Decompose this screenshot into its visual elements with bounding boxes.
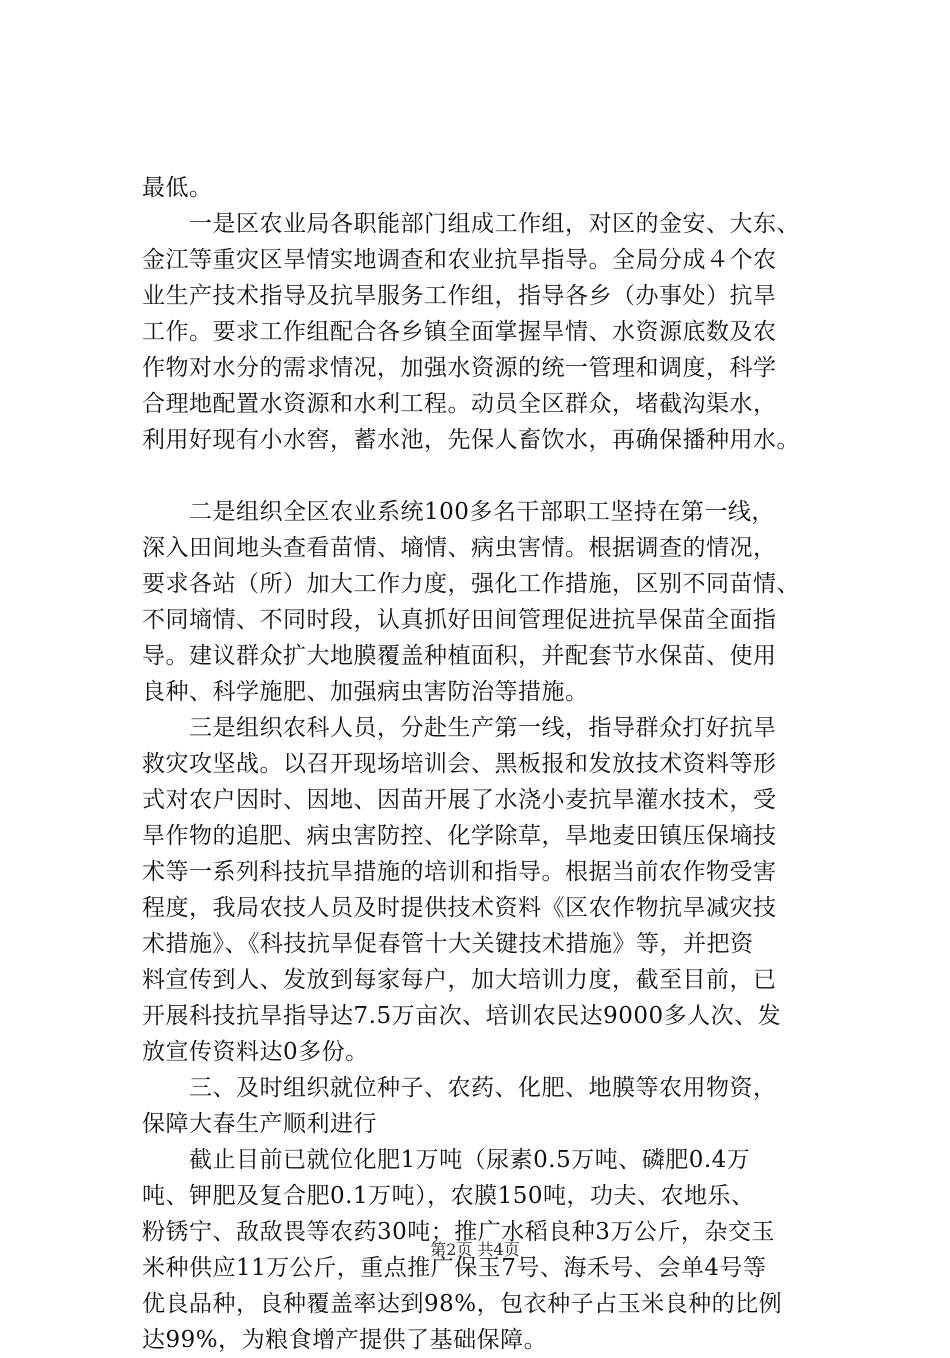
text-line: 粉锈宁、敌敌畏等农药30吨；推广水稻良种3万公斤，杂交玉 — [142, 1219, 775, 1245]
section-heading-line: 保障大春生产顺利进行 — [142, 1111, 377, 1137]
text-line: 术等一系列科技抗旱措施的培训和指导。根据当前农作物受害 — [142, 859, 777, 885]
text-line: 料宣传到人、发放到每家每户，加大培训力度，截至目前，已 — [142, 967, 777, 993]
text-line: 导。建议群众扩大地膜覆盖种植面积，并配套节水保苗、使用 — [142, 643, 777, 669]
paragraph-start-line: 二是组织全区农业系统100多名干部职工坚持在第一线， — [189, 499, 775, 525]
text-line: 最低。 — [142, 175, 213, 201]
text-line: 良种、科学施肥、加强病虫害防治等措施。 — [142, 679, 589, 705]
text-line: 作物对水分的需求情况，加强水资源的统一管理和调度，科学 — [142, 355, 777, 381]
text-line: 吨、钾肥及复合肥0.1万吨），农膜150吨，功夫、农地乐、 — [142, 1183, 755, 1209]
paragraph-start-line: 截止目前已就位化肥1万吨（尿素0.5万吨、磷肥0.4万 — [189, 1147, 751, 1173]
text-line: 开展科技抗旱指导达7.5万亩次、培训农民达9000多人次、发 — [142, 1003, 782, 1029]
blank-line — [142, 458, 832, 494]
text-line: 术措施》、《科技抗旱促春管十大关键技术措施》等，并把资 — [142, 931, 754, 957]
text-line: 旱作物的追肥、病虫害防控、化学除草，旱地麦田镇压保墒技 — [142, 823, 777, 849]
document-body — [142, 170, 832, 1358]
text-line: 式对农户因时、因地、因苗开展了水浇小麦抗旱灌水技术，受 — [142, 787, 777, 813]
text-line: 金江等重灾区旱情实地调查和农业抗旱指导。全局分成４个农 — [142, 247, 777, 273]
text-line: 放宣传资料达0多份。 — [142, 1039, 369, 1065]
page-number-footer: 第2页 共4页 — [430, 1240, 520, 1259]
text-line: 米种供应11万公斤，重点推广保玉7号、海禾号、会单4号等 — [142, 1255, 767, 1281]
text-line: 业生产技术指导及抗旱服务工作组，指导各乡（办事处）抗旱 — [142, 283, 777, 309]
text-line: 救灾攻坚战。以召开现场培训会、黑板报和发放技术资料等形 — [142, 751, 777, 777]
text-line: 不同墒情、不同时段，认真抓好田间管理促进抗旱保苗全面指 — [142, 607, 777, 633]
text-line: 深入田间地头查看苗情、墒情、病虫害情。根据调查的情况， — [142, 535, 777, 561]
section-heading-line: 三、及时组织就位种子、农药、化肥、地膜等农用物资， — [189, 1075, 777, 1101]
text-line: 工作。要求工作组配合各乡镇全面掌握旱情、水资源底数及农 — [142, 319, 777, 345]
text-line: 达99%，为粮食增产提供了基础保障。 — [142, 1327, 548, 1353]
text-line: 利用好现有小水窖，蓄水池，先保人畜饮水，再确保播种用水。 — [142, 427, 800, 453]
paragraph-start-line: 一是区农业局各职能部门组成工作组，对区的金安、大东、 — [189, 211, 800, 237]
text-line: 合理地配置水资源和水利工程。动员全区群众，堵截沟渠水， — [142, 391, 777, 417]
paragraph-start-line: 三是组织农科人员，分赴生产第一线，指导群众打好抗旱 — [189, 715, 777, 741]
text-line: 要求各站（所）加大工作力度，强化工作措施，区别不同苗情、 — [142, 571, 800, 597]
text-line: 程度，我局农技人员及时提供技术资料《区农作物抗旱减灾技 — [142, 895, 777, 921]
text-line: 优良品种，良种覆盖率达到98%，包衣种子占玉米良种的比例 — [142, 1291, 783, 1317]
